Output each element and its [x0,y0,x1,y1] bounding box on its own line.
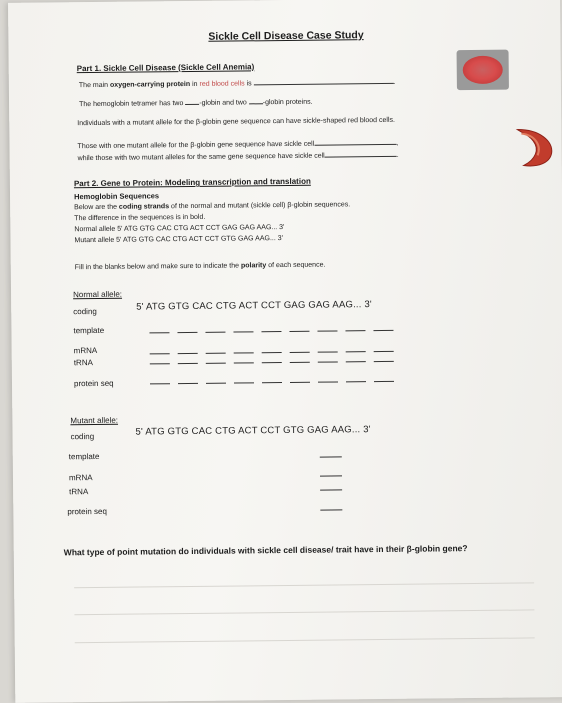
part2-desc2: The difference in the sequences is in bold. [74,213,206,223]
part1-line3: Individuals with a mutant allele for the β-globin gene sequence can have sickle-shaped red blood cells. [77,116,395,128]
normal-trna-codon-blank[interactable] [206,363,226,364]
mutant-trna-blank[interactable] [320,489,342,490]
answer-line[interactable] [75,637,535,643]
normal-coding-sequence: 5' ATG GTG CAC CTG ACT CCT GAG GAG AAG... 3' [136,299,372,313]
normal-mrna-codon-blank[interactable] [262,352,282,353]
normal-protein-codon-blank[interactable] [290,382,310,383]
answer-blank[interactable] [325,156,397,158]
part1-line4: Those with one mutant allele for the β-globin gene sequence have sickle cell , [77,139,399,151]
normal-protein-codon-blank[interactable] [262,382,282,383]
normal-template-codon-blank[interactable] [317,330,337,331]
normal-trna-codon-blank[interactable] [262,362,282,363]
text: while those with two mutant alleles for the same gene sequence have sickle cell [77,152,325,163]
normal-template-codon-blank[interactable] [373,330,393,331]
text: Below are the [74,203,119,212]
normal-mrna-codon-blank[interactable] [150,353,170,354]
answer-blank[interactable] [254,83,394,85]
normal-protein-codon-blank[interactable] [234,382,254,383]
instruction [75,262,326,272]
normal-protein-codon-blank[interactable] [150,383,170,384]
part1-line1: The main oxygen-carrying protein in red blood cells is . [78,78,396,90]
part2-heading: Part 2. Gene to Protein: Modeling transcription and translation [73,176,311,189]
answer-line[interactable] [74,582,534,588]
normal-protein-codon-blank[interactable] [206,383,226,384]
text: -globin proteins. [262,98,313,107]
mutant-template-blank[interactable] [320,456,342,457]
part2-desc1 [74,201,350,211]
text-bold: coding strands [118,203,170,211]
text: The hemoglobin tetramer has two [79,100,184,109]
normal-template-label: template [73,325,105,336]
normal-mrna-codon-blank[interactable] [346,351,366,352]
mutant-mrna-blank[interactable] [320,475,342,476]
mutant-coding-sequence: 5' ATG GTG CAC CTG ACT CCT GTG GAG AAG... 3' [135,424,371,438]
part1-heading: Part 1. Sickle Cell Disease (Sickle Cell Anemia) [76,62,255,74]
text: of each sequence. [266,261,326,270]
normal-trna-codon-blank[interactable] [178,363,198,364]
normal-trna-label: tRNA [73,358,93,368]
normal-allele-line: Normal allele 5' ATG GTG CAC CTG ACT CCT GAG GAG AAG... 3' [74,224,285,234]
answer-blank[interactable] [185,104,199,105]
text: Fill in the blanks below and make sure to indicate the [74,262,241,272]
mutant-protein-label: protein seq [67,506,107,517]
normal-template-codon-blank[interactable] [233,331,253,332]
mutant-coding-label: coding [70,432,95,442]
answer-line[interactable] [74,609,534,615]
normal-mrna-label: mRNA [73,345,98,356]
normal-coding-label: coding [73,306,97,317]
normal-trna-codon-blank[interactable] [374,361,394,362]
text: -globin and two [199,99,247,107]
normal-template-codon-blank[interactable] [261,331,281,332]
normal-protein-codon-blank[interactable] [318,381,338,382]
mutant-protein-blank[interactable] [320,509,342,510]
sickle-cell-icon [507,125,557,170]
normal-protein-codon-blank[interactable] [374,381,394,382]
normal-trna-codon-blank[interactable] [318,361,338,362]
mutant-allele-line: Mutant allele 5' ATG GTG CAC CTG ACT CCT GTG GAG AAG... 3' [74,235,283,245]
normal-template-codon-blank[interactable] [289,331,309,332]
mutant-template-label: template [68,451,100,462]
normal-protein-label: protein seq [73,378,114,389]
text: of the normal and mutant (sickle cell) β-globin sequences. [169,201,351,211]
normal-template-codon-blank[interactable] [345,330,365,331]
normal-trna-codon-blank[interactable] [234,362,254,363]
red-blood-cell-icon [463,56,503,84]
normal-mrna-codon-blank[interactable] [374,351,394,352]
normal-allele-heading: Normal allele: [73,289,123,300]
mutant-mrna-label: mRNA [68,473,93,483]
normal-mrna-codon-blank[interactable] [318,351,338,352]
normal-template-codon-blank[interactable] [177,332,197,333]
text: in [190,80,200,88]
normal-trna-codon-blank[interactable] [290,362,310,363]
normal-mrna-codon-blank[interactable] [290,352,310,353]
red-blood-cell-image [457,50,509,91]
part2-subheading: Hemoglobin Sequences [74,191,160,202]
page-title: Sickle Cell Disease Case Study [208,29,364,43]
text-bold: polarity [240,262,267,270]
normal-trna-codon-blank[interactable] [346,361,366,362]
text: The main [78,81,111,90]
part1-line2 [79,99,313,108]
normal-protein-codon-blank[interactable] [346,381,366,382]
normal-mrna-codon-blank[interactable] [234,352,254,353]
mutant-allele-heading: Mutant allele: [70,415,119,426]
point-mutation-question: What type of point mutation do individuals with sickle cell disease/ trait have in their β-globin gene? [63,543,468,558]
normal-mrna-codon-blank[interactable] [206,353,226,354]
normal-protein-codon-blank[interactable] [178,383,198,384]
text: is [244,80,252,88]
text: Those with one mutant allele for the β-globin gene sequence have sickle cell [77,140,315,151]
normal-answer-blanks[interactable] [8,0,560,3]
text-red: red blood cells [199,80,245,88]
answer-blank[interactable] [249,103,263,104]
normal-mrna-codon-blank[interactable] [178,353,198,354]
text-bold: oxygen-carrying protein [109,80,191,89]
mutant-trna-label: tRNA [69,487,89,497]
normal-trna-codon-blank[interactable] [150,363,170,364]
worksheet-page [8,0,562,703]
normal-template-codon-blank[interactable] [205,332,225,333]
answer-blank[interactable] [314,144,396,146]
normal-template-codon-blank[interactable] [149,332,169,333]
part1-line5: while those with two mutant alleles for the same gene sequence have sickle cell . [77,151,399,163]
